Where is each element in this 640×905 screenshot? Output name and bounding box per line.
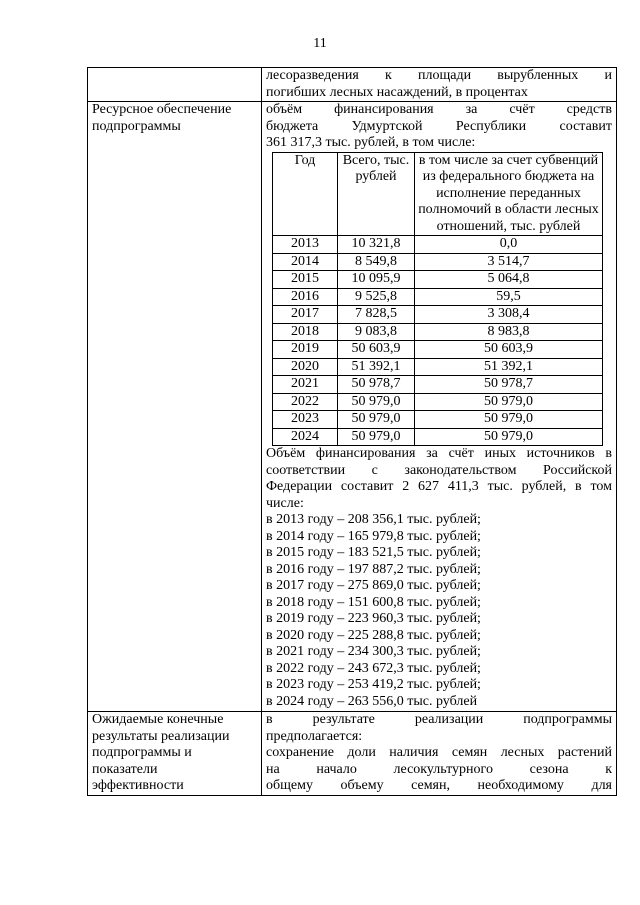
subvention-cell: 50 979,0 bbox=[415, 428, 603, 446]
text-line: предполагается: bbox=[266, 728, 363, 744]
table-row bbox=[273, 411, 603, 429]
table-row bbox=[88, 68, 617, 102]
list-item: в 2018 году – 151 600,8 тыс. рублей; bbox=[266, 594, 481, 610]
yearly-funding-list bbox=[266, 512, 612, 710]
table-row bbox=[273, 393, 603, 411]
text-line: общему объему семян, необходимому для bbox=[266, 778, 612, 793]
label-line: подпрограммы и bbox=[92, 745, 192, 760]
year-cell: 2018 bbox=[273, 323, 338, 341]
year-cell: 2017 bbox=[273, 306, 338, 324]
table-row bbox=[273, 428, 603, 446]
total-cell: 9 083,8 bbox=[338, 323, 415, 341]
text-line: соответствии с законодательством Российской bbox=[266, 462, 612, 478]
text-line: Федерации составит 2 627 411,3 тыс. рублей, в том bbox=[266, 479, 612, 494]
total-cell: 10 095,9 bbox=[338, 271, 415, 289]
text-line: Объём финансирования за счёт иных источников в bbox=[266, 446, 612, 461]
subvention-cell: 0,0 bbox=[415, 236, 603, 254]
subvention-cell: 51 392,1 bbox=[415, 358, 603, 376]
row-label-empty bbox=[88, 68, 262, 102]
row-label bbox=[88, 712, 262, 796]
total-cell: 51 392,1 bbox=[338, 358, 415, 376]
total-cell: 50 979,0 bbox=[338, 428, 415, 446]
text-line: в результате реализации подпрограммы bbox=[266, 712, 612, 727]
table-row bbox=[273, 253, 603, 271]
text-line: на начало лесокультурного сезона к bbox=[266, 761, 612, 777]
list-item: в 2013 году – 208 356,1 тыс. рублей; bbox=[266, 512, 481, 527]
text-line: числе: bbox=[266, 495, 304, 511]
header-total: Всего, тыс. рублей bbox=[338, 152, 415, 236]
list-item: в 2019 году – 223 960,3 тыс. рублей; bbox=[266, 611, 481, 626]
label-line: показатели bbox=[92, 761, 158, 777]
subvention-cell: 50 978,7 bbox=[415, 376, 603, 394]
list-item: в 2021 году – 234 300,3 тыс. рублей; bbox=[266, 644, 481, 659]
year-cell: 2019 bbox=[273, 341, 338, 359]
text-line: бюджета Удмуртской Республики составит bbox=[266, 118, 612, 134]
table-row bbox=[88, 712, 617, 796]
label-line: эффективности bbox=[92, 778, 184, 793]
subvention-cell: 3 308,4 bbox=[415, 306, 603, 324]
table-row bbox=[273, 236, 603, 254]
year-cell: 2023 bbox=[273, 411, 338, 429]
list-item: в 2015 году – 183 521,5 тыс. рублей; bbox=[266, 545, 481, 560]
header-subvention: в том числе за счет субвенций из федерального бюджета на исполнение переданных полномочий в области лесных отношений, тыс. рублей bbox=[415, 152, 603, 236]
list-item: в 2022 году – 243 672,3 тыс. рублей; bbox=[266, 660, 481, 676]
year-cell: 2020 bbox=[273, 358, 338, 376]
year-cell: 2022 bbox=[273, 393, 338, 411]
subvention-cell: 50 979,0 bbox=[415, 393, 603, 411]
table-row bbox=[88, 102, 617, 712]
subvention-cell: 3 514,7 bbox=[415, 253, 603, 271]
list-item: в 2020 году – 225 288,8 тыс. рублей; bbox=[266, 627, 481, 643]
subvention-cell: 50 603,9 bbox=[415, 341, 603, 359]
list-item: в 2014 году – 165 979,8 тыс. рублей; bbox=[266, 528, 481, 544]
label-line: Ресурсное обеспечение bbox=[92, 102, 232, 117]
year-cell: 2015 bbox=[273, 271, 338, 289]
page-number: 11 bbox=[313, 36, 327, 51]
funding-table bbox=[272, 152, 603, 447]
total-cell: 50 979,0 bbox=[338, 393, 415, 411]
text-line: лесоразведения к площади вырубленных и bbox=[266, 68, 612, 83]
row-label bbox=[88, 102, 262, 712]
row-content bbox=[262, 102, 617, 712]
total-cell: 8 549,8 bbox=[338, 253, 415, 271]
table-row bbox=[273, 341, 603, 359]
table-row bbox=[273, 271, 603, 289]
text-line: погибших лесных насаждений, в процентах bbox=[266, 84, 528, 100]
subvention-cell: 8 983,8 bbox=[415, 323, 603, 341]
text-line: 361 317,3 тыс. рублей, в том числе: bbox=[266, 135, 476, 150]
table-row bbox=[273, 358, 603, 376]
table-row bbox=[273, 306, 603, 324]
list-item: в 2024 году – 263 556,0 тыс. рублей bbox=[266, 693, 478, 709]
subvention-cell: 50 979,0 bbox=[415, 411, 603, 429]
label-line: подпрограммы bbox=[92, 118, 181, 134]
year-cell: 2013 bbox=[273, 236, 338, 254]
subvention-cell: 5 064,8 bbox=[415, 271, 603, 289]
table-row bbox=[273, 288, 603, 306]
list-item: в 2023 году – 253 419,2 тыс. рублей; bbox=[266, 677, 481, 692]
list-item: в 2016 году – 197 887,2 тыс. рублей; bbox=[266, 561, 481, 577]
year-cell: 2014 bbox=[273, 253, 338, 271]
year-cell: 2021 bbox=[273, 376, 338, 394]
table-row bbox=[273, 376, 603, 394]
total-cell: 50 603,9 bbox=[338, 341, 415, 359]
total-cell: 7 828,5 bbox=[338, 306, 415, 324]
row-content bbox=[262, 68, 617, 102]
total-cell: 9 525,8 bbox=[338, 288, 415, 306]
year-cell: 2024 bbox=[273, 428, 338, 446]
header-year: Год bbox=[273, 152, 338, 236]
list-item: в 2017 году – 275 869,0 тыс. рублей; bbox=[266, 578, 481, 593]
total-cell: 10 321,8 bbox=[338, 236, 415, 254]
year-cell: 2016 bbox=[273, 288, 338, 306]
text-line: объём финансирования за счёт средств bbox=[266, 102, 612, 117]
total-cell: 50 978,7 bbox=[338, 376, 415, 394]
label-line: Ожидаемые конечные bbox=[92, 712, 224, 727]
label-line: результаты реализации bbox=[92, 728, 230, 744]
subvention-cell: 59,5 bbox=[415, 288, 603, 306]
table-row bbox=[273, 323, 603, 341]
total-cell: 50 979,0 bbox=[338, 411, 415, 429]
row-content bbox=[262, 712, 617, 796]
funding-header-row bbox=[273, 152, 603, 236]
text-line: сохранение доли наличия семян лесных растений bbox=[266, 745, 612, 760]
passport-table bbox=[87, 67, 617, 796]
